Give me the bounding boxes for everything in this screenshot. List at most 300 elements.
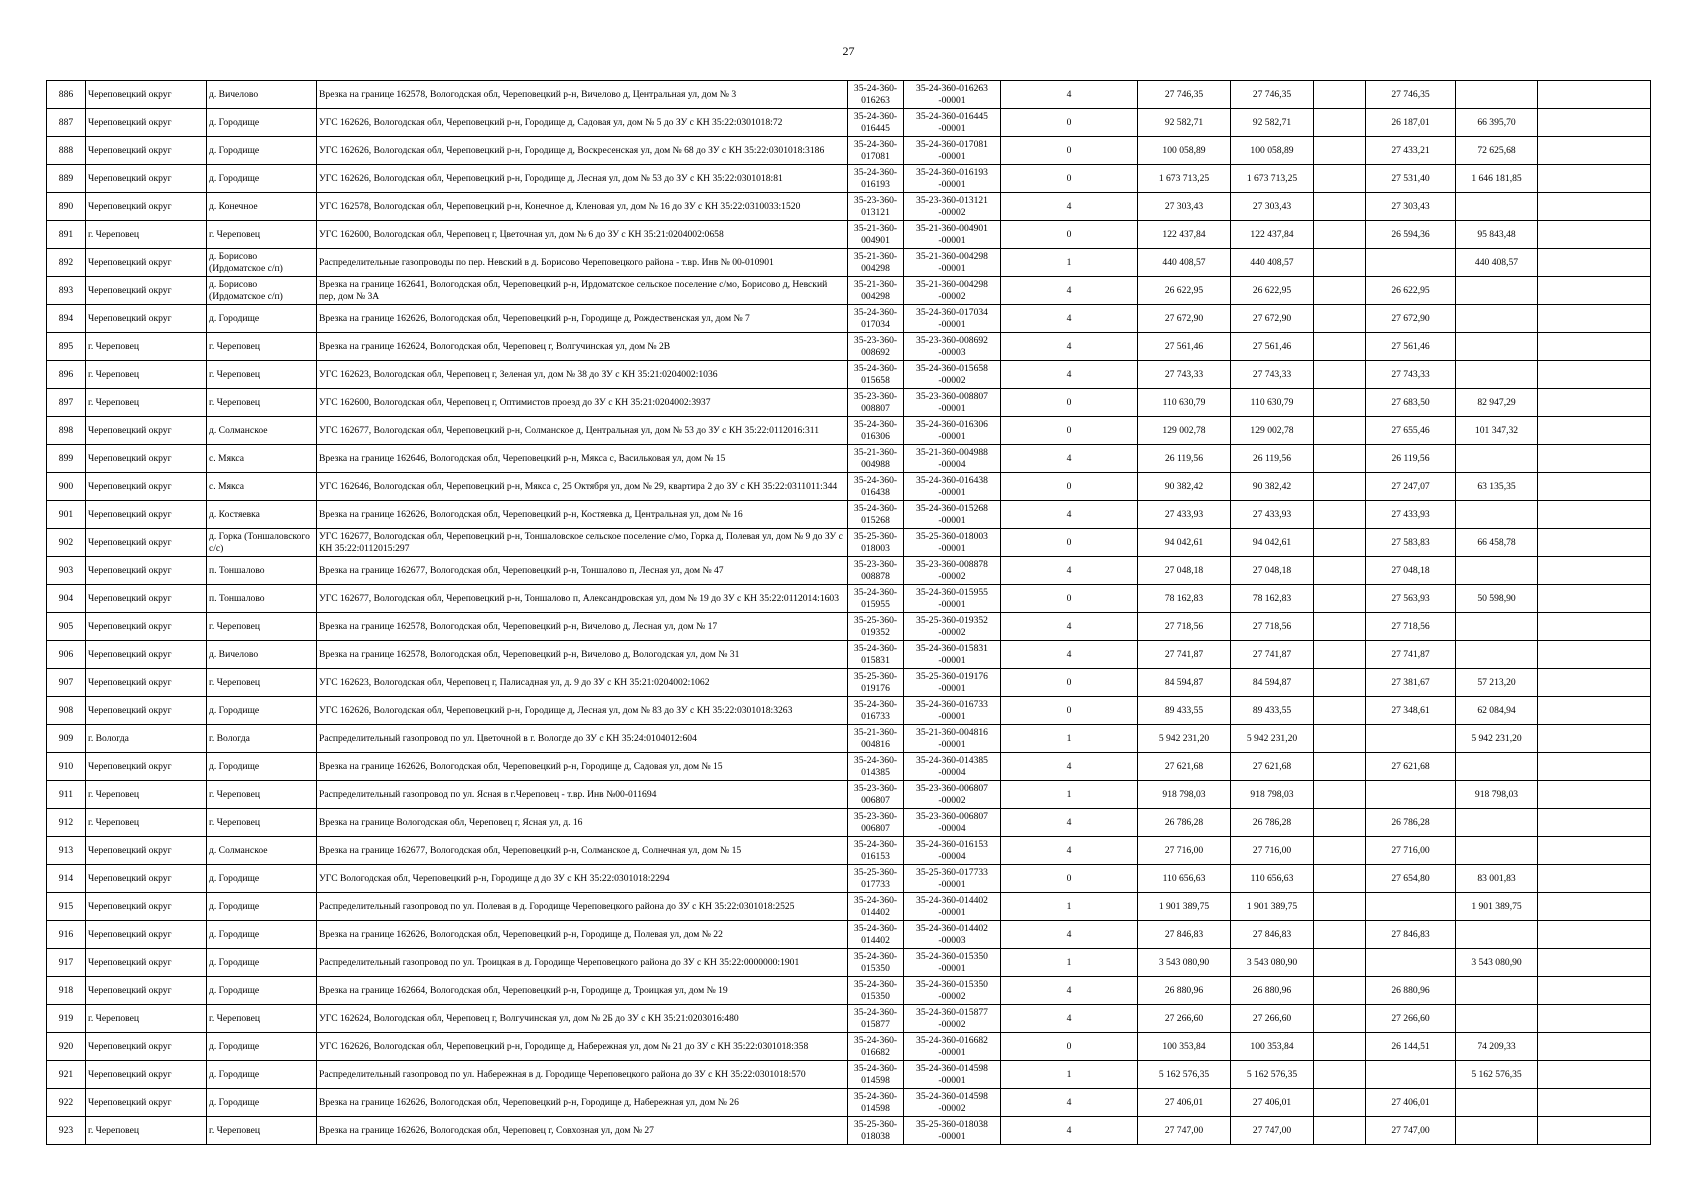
inventory-code-cell: 35-25-360-019176 -00001 — [904, 669, 1001, 697]
inventory-code-cell: 35-25-360-019352 -00002 — [904, 613, 1001, 641]
amount-cost-cell: 129 002,78 — [1231, 417, 1314, 445]
table-row — [47, 781, 1651, 809]
amount-part-b-cell — [1456, 613, 1538, 641]
amount-part-b-cell — [1456, 305, 1538, 333]
inventory-code-cell: 35-24-360-017034 -00001 — [904, 305, 1001, 333]
amount-empty-cell — [1314, 529, 1366, 557]
municipality-cell: Череповецкий округ — [86, 165, 207, 193]
amount-total-cell: 92 582,71 — [1138, 109, 1231, 137]
locality-cell: д. Городище — [207, 137, 317, 165]
object-code-cell: 35-25-360- 017733 — [848, 865, 904, 893]
amount-extra-cell — [1538, 725, 1651, 753]
amount-cost-cell: 94 042,61 — [1231, 529, 1314, 557]
amount-total-cell: 100 353,84 — [1138, 1033, 1231, 1061]
row-number-cell: 893 — [47, 277, 86, 305]
description-cell: Врезка на границе 162626, Вологодская обл, Череповецкий р-н, Городище д, Набережная ул, дом № 26 — [317, 1089, 848, 1117]
type-code-cell: 0 — [1001, 137, 1138, 165]
inventory-code-cell: 35-24-360-016263 -00001 — [904, 81, 1001, 109]
inventory-code-cell: 35-21-360-004298 -00001 — [904, 249, 1001, 277]
municipality-cell: г. Череповец — [86, 1117, 207, 1145]
amount-part-a-cell: 27 266,60 — [1366, 1005, 1456, 1033]
amount-part-b-cell — [1456, 1005, 1538, 1033]
amount-cost-cell: 27 741,87 — [1231, 641, 1314, 669]
description-cell: Врезка на границе 162641, Вологодская обл, Череповецкий р-н, Ирдоматское сельское поселение с/мо, Борисово д, Невский пер, дом № 3А — [317, 277, 848, 305]
amount-part-a-cell: 26 144,51 — [1366, 1033, 1456, 1061]
locality-cell: г. Череповец — [207, 809, 317, 837]
amount-cost-cell: 122 437,84 — [1231, 221, 1314, 249]
amount-cost-cell: 918 798,03 — [1231, 781, 1314, 809]
amount-empty-cell — [1314, 837, 1366, 865]
locality-cell: д. Городище — [207, 1061, 317, 1089]
locality-cell: г. Череповец — [207, 333, 317, 361]
amount-extra-cell — [1538, 1117, 1651, 1145]
amount-total-cell: 1 673 713,25 — [1138, 165, 1231, 193]
object-code-cell: 35-24-360- 016682 — [848, 1033, 904, 1061]
object-code-cell: 35-24-360- 017034 — [848, 305, 904, 333]
inventory-code-cell: 35-24-360-015877 -00002 — [904, 1005, 1001, 1033]
row-number-cell: 916 — [47, 921, 86, 949]
amount-part-b-cell: 5 162 576,35 — [1456, 1061, 1538, 1089]
type-code-cell: 4 — [1001, 753, 1138, 781]
description-cell: Врезка на границе 162626, Вологодская обл, Череповецкий р-н, Городище д, Рождественская ул, дом № 7 — [317, 305, 848, 333]
object-code-cell: 35-21-360- 004901 — [848, 221, 904, 249]
amount-empty-cell — [1314, 557, 1366, 585]
amount-empty-cell — [1314, 977, 1366, 1005]
object-code-cell: 35-24-360- 016438 — [848, 473, 904, 501]
municipality-cell: Череповецкий округ — [86, 305, 207, 333]
amount-extra-cell — [1538, 669, 1651, 697]
description-cell: Врезка на границе 162626, Вологодская обл, Череповецкий р-н, Городище д, Полевая ул, дом № 22 — [317, 921, 848, 949]
inventory-code-cell: 35-23-360-006807 -00004 — [904, 809, 1001, 837]
type-code-cell: 1 — [1001, 725, 1138, 753]
municipality-cell: Череповецкий округ — [86, 669, 207, 697]
object-code-cell: 35-24-360- 015350 — [848, 949, 904, 977]
table-row — [47, 529, 1651, 557]
amount-cost-cell: 27 846,83 — [1231, 921, 1314, 949]
type-code-cell: 4 — [1001, 305, 1138, 333]
type-code-cell: 0 — [1001, 417, 1138, 445]
table-row — [47, 697, 1651, 725]
row-number-cell: 912 — [47, 809, 86, 837]
table-row — [47, 445, 1651, 473]
amount-part-a-cell: 27 718,56 — [1366, 613, 1456, 641]
amount-extra-cell — [1538, 221, 1651, 249]
amount-extra-cell — [1538, 809, 1651, 837]
object-code-cell: 35-24-360- 014385 — [848, 753, 904, 781]
description-cell: Врезка на границе 162677, Вологодская обл, Череповецкий р-н, Солманское д, Солнечная ул, дом № 15 — [317, 837, 848, 865]
amount-part-b-cell: 918 798,03 — [1456, 781, 1538, 809]
amount-total-cell: 100 058,89 — [1138, 137, 1231, 165]
amount-total-cell: 27 672,90 — [1138, 305, 1231, 333]
type-code-cell: 4 — [1001, 1005, 1138, 1033]
type-code-cell: 0 — [1001, 473, 1138, 501]
amount-total-cell: 26 786,28 — [1138, 809, 1231, 837]
municipality-cell: Череповецкий округ — [86, 613, 207, 641]
description-cell: УГС 162677, Вологодская обл, Череповецкий р-н, Солманское д, Центральная ул, дом № 53 до ЗУ с КН 35:22:0112016:311 — [317, 417, 848, 445]
row-number-cell: 906 — [47, 641, 86, 669]
row-number-cell: 909 — [47, 725, 86, 753]
amount-cost-cell: 27 266,60 — [1231, 1005, 1314, 1033]
amount-empty-cell — [1314, 1005, 1366, 1033]
amount-empty-cell — [1314, 865, 1366, 893]
municipality-cell: Череповецкий округ — [86, 753, 207, 781]
amount-empty-cell — [1314, 361, 1366, 389]
amount-part-b-cell: 62 084,94 — [1456, 697, 1538, 725]
row-number-cell: 917 — [47, 949, 86, 977]
amount-part-b-cell — [1456, 977, 1538, 1005]
amount-extra-cell — [1538, 193, 1651, 221]
type-code-cell: 4 — [1001, 809, 1138, 837]
municipality-cell: г. Вологда — [86, 725, 207, 753]
description-cell: Врезка на границе 162664, Вологодская обл, Череповецкий р-н, Городище д, Троицкая ул, дом № 19 — [317, 977, 848, 1005]
amount-total-cell: 110 656,63 — [1138, 865, 1231, 893]
amount-part-b-cell: 1 646 181,85 — [1456, 165, 1538, 193]
type-code-cell: 0 — [1001, 669, 1138, 697]
amount-total-cell: 84 594,87 — [1138, 669, 1231, 697]
row-number-cell: 902 — [47, 529, 86, 557]
amount-extra-cell — [1538, 333, 1651, 361]
amount-part-b-cell — [1456, 641, 1538, 669]
object-code-cell: 35-24-360- 015350 — [848, 977, 904, 1005]
table-row — [47, 585, 1651, 613]
amount-total-cell: 27 746,35 — [1138, 81, 1231, 109]
description-cell: УГС 162578, Вологодская обл, Череповецкий р-н, Конечное д, Кленовая ул, дом № 16 до ЗУ с КН 35:22:0310033:1520 — [317, 193, 848, 221]
object-code-cell: 35-24-360- 014402 — [848, 921, 904, 949]
amount-empty-cell — [1314, 585, 1366, 613]
amount-part-a-cell: 27 583,83 — [1366, 529, 1456, 557]
amount-part-b-cell: 72 625,68 — [1456, 137, 1538, 165]
table-row — [47, 837, 1651, 865]
table-row — [47, 557, 1651, 585]
type-code-cell: 4 — [1001, 193, 1138, 221]
locality-cell: п. Тоншалово — [207, 557, 317, 585]
amount-part-a-cell: 27 531,40 — [1366, 165, 1456, 193]
municipality-cell: Череповецкий округ — [86, 81, 207, 109]
amount-extra-cell — [1538, 445, 1651, 473]
municipality-cell: Череповецкий округ — [86, 893, 207, 921]
description-cell: УГС 162677, Вологодская обл, Череповецкий р-н, Тоншаловское сельское поселение с/мо, Горка д, Полевая ул, дом № 9 до ЗУ с КН 35:22:0112015:297 — [317, 529, 848, 557]
amount-part-a-cell: 27 746,35 — [1366, 81, 1456, 109]
amount-part-b-cell: 440 408,57 — [1456, 249, 1538, 277]
table-row — [47, 249, 1651, 277]
row-number-cell: 895 — [47, 333, 86, 361]
object-code-cell: 35-23-360- 008878 — [848, 557, 904, 585]
table-row — [47, 305, 1651, 333]
inventory-code-cell: 35-24-360-015831 -00001 — [904, 641, 1001, 669]
municipality-cell: Череповецкий округ — [86, 501, 207, 529]
amount-total-cell: 440 408,57 — [1138, 249, 1231, 277]
amount-empty-cell — [1314, 445, 1366, 473]
amount-part-b-cell — [1456, 809, 1538, 837]
municipality-cell: Череповецкий округ — [86, 837, 207, 865]
table-row — [47, 1061, 1651, 1089]
description-cell: УГС 162626, Вологодская обл, Череповецкий р-н, Городище д, Набережная ул, дом № 21 до ЗУ с КН 35:22:0301018:358 — [317, 1033, 848, 1061]
amount-part-a-cell: 27 846,83 — [1366, 921, 1456, 949]
inventory-code-cell: 35-21-360-004298 -00002 — [904, 277, 1001, 305]
description-cell: УГС 162600, Вологодская обл, Череповец г, Оптимистов проезд до ЗУ с КН 35:21:0204002:3937 — [317, 389, 848, 417]
municipality-cell: Череповецкий округ — [86, 1089, 207, 1117]
row-number-cell: 903 — [47, 557, 86, 585]
municipality-cell: Череповецкий округ — [86, 193, 207, 221]
municipality-cell: Череповецкий округ — [86, 529, 207, 557]
description-cell: УГС Вологодская обл, Череповецкий р-н, Городище д до ЗУ с КН 35:22:0301018:2294 — [317, 865, 848, 893]
inventory-code-cell: 35-24-360-017081 -00001 — [904, 137, 1001, 165]
municipality-cell: Череповецкий округ — [86, 641, 207, 669]
amount-total-cell: 94 042,61 — [1138, 529, 1231, 557]
inventory-code-cell: 35-25-360-018038 -00001 — [904, 1117, 1001, 1145]
locality-cell: д. Городище — [207, 305, 317, 333]
row-number-cell: 923 — [47, 1117, 86, 1145]
table-row — [47, 1089, 1651, 1117]
table-row — [47, 501, 1651, 529]
amount-cost-cell: 27 433,93 — [1231, 501, 1314, 529]
row-number-cell: 918 — [47, 977, 86, 1005]
amount-part-a-cell: 27 247,07 — [1366, 473, 1456, 501]
amount-empty-cell — [1314, 473, 1366, 501]
amount-total-cell: 27 266,60 — [1138, 1005, 1231, 1033]
amount-cost-cell: 100 353,84 — [1231, 1033, 1314, 1061]
amount-part-a-cell: 26 119,56 — [1366, 445, 1456, 473]
inventory-code-cell: 35-24-360-015350 -00001 — [904, 949, 1001, 977]
row-number-cell: 921 — [47, 1061, 86, 1089]
amount-empty-cell — [1314, 137, 1366, 165]
amount-total-cell: 27 406,01 — [1138, 1089, 1231, 1117]
inventory-code-cell: 35-24-360-014402 -00003 — [904, 921, 1001, 949]
municipality-cell: г. Череповец — [86, 1005, 207, 1033]
inventory-code-cell: 35-21-360-004901 -00001 — [904, 221, 1001, 249]
municipality-cell: Череповецкий округ — [86, 249, 207, 277]
table-row — [47, 753, 1651, 781]
municipality-cell: г. Череповец — [86, 361, 207, 389]
amount-part-a-cell — [1366, 725, 1456, 753]
amount-part-a-cell: 26 594,36 — [1366, 221, 1456, 249]
row-number-cell: 915 — [47, 893, 86, 921]
description-cell: Врезка на границе 162646, Вологодская обл, Череповецкий р-н, Мякса с, Васильковая ул, дом № 15 — [317, 445, 848, 473]
municipality-cell: Череповецкий округ — [86, 473, 207, 501]
amount-total-cell: 1 901 389,75 — [1138, 893, 1231, 921]
row-number-cell: 887 — [47, 109, 86, 137]
amount-total-cell: 78 162,83 — [1138, 585, 1231, 613]
amount-empty-cell — [1314, 725, 1366, 753]
amount-total-cell: 27 433,93 — [1138, 501, 1231, 529]
table-row — [47, 165, 1651, 193]
amount-total-cell: 27 303,43 — [1138, 193, 1231, 221]
amount-part-b-cell — [1456, 1117, 1538, 1145]
object-code-cell: 35-24-360- 016306 — [848, 417, 904, 445]
amount-extra-cell — [1538, 249, 1651, 277]
amount-extra-cell — [1538, 781, 1651, 809]
amount-extra-cell — [1538, 473, 1651, 501]
description-cell: Врезка на границе 162578, Вологодская обл, Череповецкий р-н, Вичелово д, Лесная ул, дом № 17 — [317, 613, 848, 641]
amount-part-a-cell: 27 716,00 — [1366, 837, 1456, 865]
amount-part-b-cell — [1456, 501, 1538, 529]
amount-extra-cell — [1538, 641, 1651, 669]
row-number-cell: 890 — [47, 193, 86, 221]
locality-cell: п. Тоншалово — [207, 585, 317, 613]
amount-total-cell: 3 543 080,90 — [1138, 949, 1231, 977]
description-cell: УГС 162677, Вологодская обл, Череповецкий р-н, Тоншалово п, Александровская ул, дом № 19 до ЗУ с КН 35:22:0112014:1603 — [317, 585, 848, 613]
type-code-cell: 0 — [1001, 865, 1138, 893]
amount-cost-cell: 27 406,01 — [1231, 1089, 1314, 1117]
object-code-cell: 35-23-360- 008807 — [848, 389, 904, 417]
amount-extra-cell — [1538, 501, 1651, 529]
municipality-cell: Череповецкий округ — [86, 949, 207, 977]
type-code-cell: 4 — [1001, 81, 1138, 109]
row-number-cell: 897 — [47, 389, 86, 417]
amount-empty-cell — [1314, 1089, 1366, 1117]
amount-part-b-cell — [1456, 193, 1538, 221]
description-cell: УГС 162626, Вологодская обл, Череповецкий р-н, Городище д, Лесная ул, дом № 53 до ЗУ с КН 35:22:0301018:81 — [317, 165, 848, 193]
amount-total-cell: 918 798,03 — [1138, 781, 1231, 809]
locality-cell: г. Череповец — [207, 669, 317, 697]
locality-cell: д. Городище — [207, 1033, 317, 1061]
municipality-cell: Череповецкий округ — [86, 865, 207, 893]
inventory-code-cell: 35-23-360-008878 -00002 — [904, 557, 1001, 585]
inventory-code-cell: 35-24-360-014402 -00001 — [904, 893, 1001, 921]
type-code-cell: 4 — [1001, 837, 1138, 865]
amount-cost-cell: 92 582,71 — [1231, 109, 1314, 137]
locality-cell: д. Городище — [207, 949, 317, 977]
amount-part-b-cell — [1456, 81, 1538, 109]
amount-extra-cell — [1538, 277, 1651, 305]
amount-part-a-cell: 27 743,33 — [1366, 361, 1456, 389]
object-code-cell: 35-23-360- 006807 — [848, 809, 904, 837]
amount-extra-cell — [1538, 529, 1651, 557]
amount-cost-cell: 78 162,83 — [1231, 585, 1314, 613]
row-number-cell: 888 — [47, 137, 86, 165]
locality-cell: д. Солманское — [207, 417, 317, 445]
amount-extra-cell — [1538, 697, 1651, 725]
amount-empty-cell — [1314, 249, 1366, 277]
amount-extra-cell — [1538, 165, 1651, 193]
object-code-cell: 35-21-360- 004298 — [848, 277, 904, 305]
amount-cost-cell: 27 048,18 — [1231, 557, 1314, 585]
amount-total-cell: 5 162 576,35 — [1138, 1061, 1231, 1089]
table-row — [47, 277, 1651, 305]
row-number-cell: 891 — [47, 221, 86, 249]
amount-part-b-cell — [1456, 361, 1538, 389]
amount-part-b-cell: 95 843,48 — [1456, 221, 1538, 249]
row-number-cell: 889 — [47, 165, 86, 193]
amount-total-cell: 27 621,68 — [1138, 753, 1231, 781]
table-row — [47, 81, 1651, 109]
table-row — [47, 641, 1651, 669]
row-number-cell: 905 — [47, 613, 86, 641]
amount-part-a-cell — [1366, 893, 1456, 921]
locality-cell: г. Череповец — [207, 361, 317, 389]
amount-part-b-cell: 57 213,20 — [1456, 669, 1538, 697]
amount-part-a-cell: 27 048,18 — [1366, 557, 1456, 585]
amount-cost-cell: 27 621,68 — [1231, 753, 1314, 781]
municipality-cell: Череповецкий округ — [86, 445, 207, 473]
amount-empty-cell — [1314, 613, 1366, 641]
locality-cell: д. Вичелово — [207, 81, 317, 109]
amount-empty-cell — [1314, 781, 1366, 809]
amount-extra-cell — [1538, 613, 1651, 641]
amount-cost-cell: 1 673 713,25 — [1231, 165, 1314, 193]
amount-extra-cell — [1538, 893, 1651, 921]
row-number-cell: 922 — [47, 1089, 86, 1117]
type-code-cell: 4 — [1001, 1089, 1138, 1117]
description-cell: УГС 162626, Вологодская обл, Череповецкий р-н, Городище д, Садовая ул, дом № 5 до ЗУ с КН 35:22:0301018:72 — [317, 109, 848, 137]
amount-part-a-cell: 26 880,96 — [1366, 977, 1456, 1005]
object-code-cell: 35-24-360- 016193 — [848, 165, 904, 193]
amount-extra-cell — [1538, 557, 1651, 585]
amount-cost-cell: 89 433,55 — [1231, 697, 1314, 725]
amount-part-a-cell: 27 747,00 — [1366, 1117, 1456, 1145]
inventory-code-cell: 35-24-360-016682 -00001 — [904, 1033, 1001, 1061]
amount-empty-cell — [1314, 81, 1366, 109]
table-row — [47, 473, 1651, 501]
amount-total-cell: 26 119,56 — [1138, 445, 1231, 473]
amount-empty-cell — [1314, 893, 1366, 921]
row-number-cell: 907 — [47, 669, 86, 697]
description-cell: Врезка на границе Вологодская обл, Череповец г, Ясная ул, д. 16 — [317, 809, 848, 837]
description-cell: Распределительный газопровод по ул. Цветочной в г. Вологде до ЗУ с КН 35:24:0104012:604 — [317, 725, 848, 753]
amount-extra-cell — [1538, 109, 1651, 137]
locality-cell: д. Городище — [207, 977, 317, 1005]
amount-part-a-cell — [1366, 949, 1456, 977]
object-code-cell: 35-23-360- 006807 — [848, 781, 904, 809]
table-row — [47, 221, 1651, 249]
locality-cell: г. Череповец — [207, 1117, 317, 1145]
amount-part-a-cell: 27 381,67 — [1366, 669, 1456, 697]
description-cell: Врезка на границе 162626, Вологодская обл, Череповец г, Совхозная ул, дом № 27 — [317, 1117, 848, 1145]
locality-cell: д. Городище — [207, 893, 317, 921]
amount-extra-cell — [1538, 949, 1651, 977]
object-code-cell: 35-24-360- 014402 — [848, 893, 904, 921]
amount-extra-cell — [1538, 977, 1651, 1005]
description-cell: Врезка на границе 162677, Вологодская обл, Череповецкий р-н, Тоншалово п, Лесная ул, дом № 47 — [317, 557, 848, 585]
type-code-cell: 1 — [1001, 781, 1138, 809]
object-code-cell: 35-24-360- 015955 — [848, 585, 904, 613]
object-code-cell: 35-23-360- 013121 — [848, 193, 904, 221]
amount-empty-cell — [1314, 193, 1366, 221]
description-cell: УГС 162600, Вологодская обл, Череповец г, Цветочная ул, дом № 6 до ЗУ с КН 35:21:0204002:0658 — [317, 221, 848, 249]
amount-cost-cell: 26 880,96 — [1231, 977, 1314, 1005]
type-code-cell: 0 — [1001, 1033, 1138, 1061]
amount-total-cell: 26 622,95 — [1138, 277, 1231, 305]
inventory-code-cell: 35-21-360-004816 -00001 — [904, 725, 1001, 753]
locality-cell: д. Городище — [207, 109, 317, 137]
table-row — [47, 109, 1651, 137]
amount-cost-cell: 100 058,89 — [1231, 137, 1314, 165]
inventory-code-cell: 35-23-360-008807 -00001 — [904, 389, 1001, 417]
amount-empty-cell — [1314, 417, 1366, 445]
amount-extra-cell — [1538, 1061, 1651, 1089]
description-cell: Распределительный газопровод по ул. Набережная в д. Городище Череповецкого района до ЗУ с КН 35:22:0301018:570 — [317, 1061, 848, 1089]
row-number-cell: 914 — [47, 865, 86, 893]
type-code-cell: 0 — [1001, 389, 1138, 417]
object-code-cell: 35-21-360- 004988 — [848, 445, 904, 473]
object-code-cell: 35-23-360- 008692 — [848, 333, 904, 361]
locality-cell: д. Конечное — [207, 193, 317, 221]
description-cell: УГС 162623, Вологодская обл, Череповец г, Зеленая ул, дом № 38 до ЗУ с КН 35:21:0204002:1036 — [317, 361, 848, 389]
description-cell: Врезка на границе 162624, Вологодская обл, Череповец г, Волгучинская ул, дом № 2В — [317, 333, 848, 361]
amount-cost-cell: 27 718,56 — [1231, 613, 1314, 641]
amount-cost-cell: 27 743,33 — [1231, 361, 1314, 389]
type-code-cell: 1 — [1001, 949, 1138, 977]
amount-empty-cell — [1314, 109, 1366, 137]
locality-cell: д. Вичелово — [207, 641, 317, 669]
type-code-cell: 4 — [1001, 445, 1138, 473]
amount-cost-cell: 27 747,00 — [1231, 1117, 1314, 1145]
type-code-cell: 0 — [1001, 109, 1138, 137]
amount-cost-cell: 110 630,79 — [1231, 389, 1314, 417]
amount-part-a-cell: 26 622,95 — [1366, 277, 1456, 305]
amount-cost-cell: 27 561,46 — [1231, 333, 1314, 361]
amount-empty-cell — [1314, 501, 1366, 529]
